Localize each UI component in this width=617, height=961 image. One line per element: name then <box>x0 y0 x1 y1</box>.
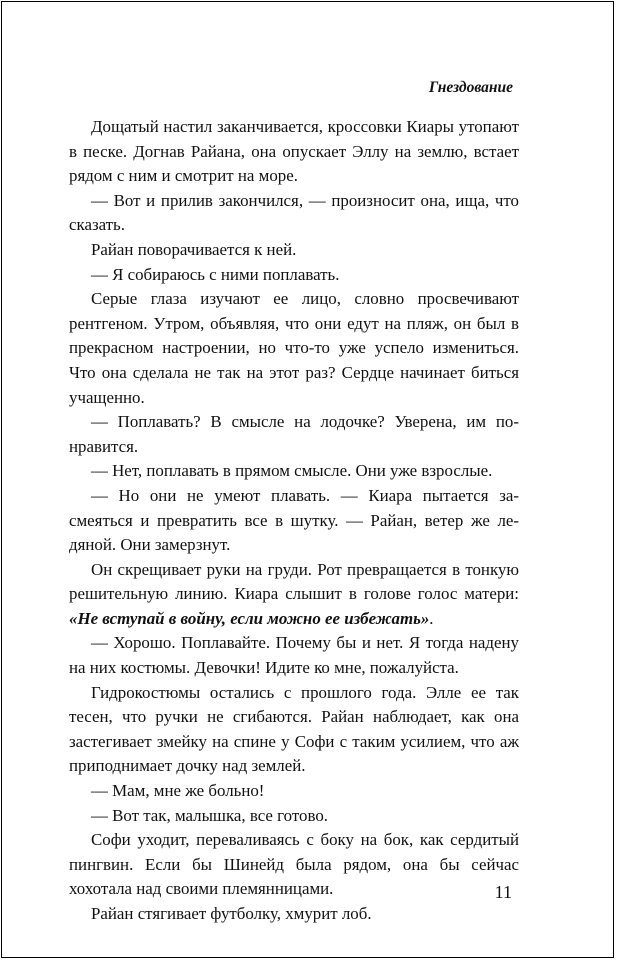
book-page <box>1 1 614 958</box>
paragraph: Райан стягивает футболку, хмурит лоб. <box>91 904 372 923</box>
paragraph: — Хорошо. Поплавайте. Почему бы и нет. Я тогда надену на них костюмы. Девочки! Идите ко мне, пожалуйста. <box>69 633 519 678</box>
paragraph: — Вот так, малышка, все готово. <box>91 805 328 825</box>
paragraph-text: Он скрещивает руки на груди. Рот превращается в тонкую решительную линию. Киара слышит в голове голос матери: <box>69 559 519 604</box>
paragraph: Гидрокостюмы остались с прошлого года. Элле ее так тесен, что ручки не сгибаются. Райан наблюдает, как она застегивает змейку на спине у Софи с таким усилием, что аж приподнимает дочку над землей. <box>69 682 519 776</box>
paragraph: — Я собираюсь с ними поплавать. <box>91 264 340 284</box>
paragraph: Дощатый настил заканчивается, кроссовки Киары утопают в песке. Догнав Райана, она опускает Эллу на землю, встает рядом с ним и смотрит на море. <box>69 117 519 186</box>
paragraph: — Вот и прилив закончился, — произносит она, ища, что сказать. <box>69 190 519 235</box>
paragraph: Райан поворачивается к ней. <box>91 239 297 259</box>
paragraph: — Нет, поплавать в прямом смысле. Они уже взрослые. <box>91 461 493 481</box>
running-head: Гнездование <box>428 79 513 96</box>
paragraph-with-quote <box>69 558 519 632</box>
quote-punctuation: . <box>429 608 434 628</box>
paragraph: — Поплавать? В смысле на лодочке? Уверена, им понравится. <box>69 412 519 456</box>
paragraph: Серые глаза изучают ее лицо, словно просвечивают рентгеном. Утром, объявляя, что они едут на пляж, он был в прекрасном настроении, но что-то уже успело измениться. Что она сделала не так на этот раз? Сердце начинает биться учащенно. <box>69 289 519 407</box>
page-number: 11 <box>494 882 512 902</box>
italic-quote: «Не вступай в войну, если можно ее избежать» <box>69 608 430 628</box>
paragraph: Софи уходит, переваливаясь с боку на бок, как сердитый пингвин. Если бы Шинейд была рядом, она бы сейчас хохотала над своими племянницами. <box>69 830 519 899</box>
paragraph: — Но они не умеют плавать. — Киара пытается засмеяться и превратить все в шутку. — Райан, ветер же ледяной. Они замерзнут. <box>69 485 519 555</box>
paragraph: — Мам, мне же больно! <box>91 781 265 801</box>
body-text <box>69 115 519 927</box>
